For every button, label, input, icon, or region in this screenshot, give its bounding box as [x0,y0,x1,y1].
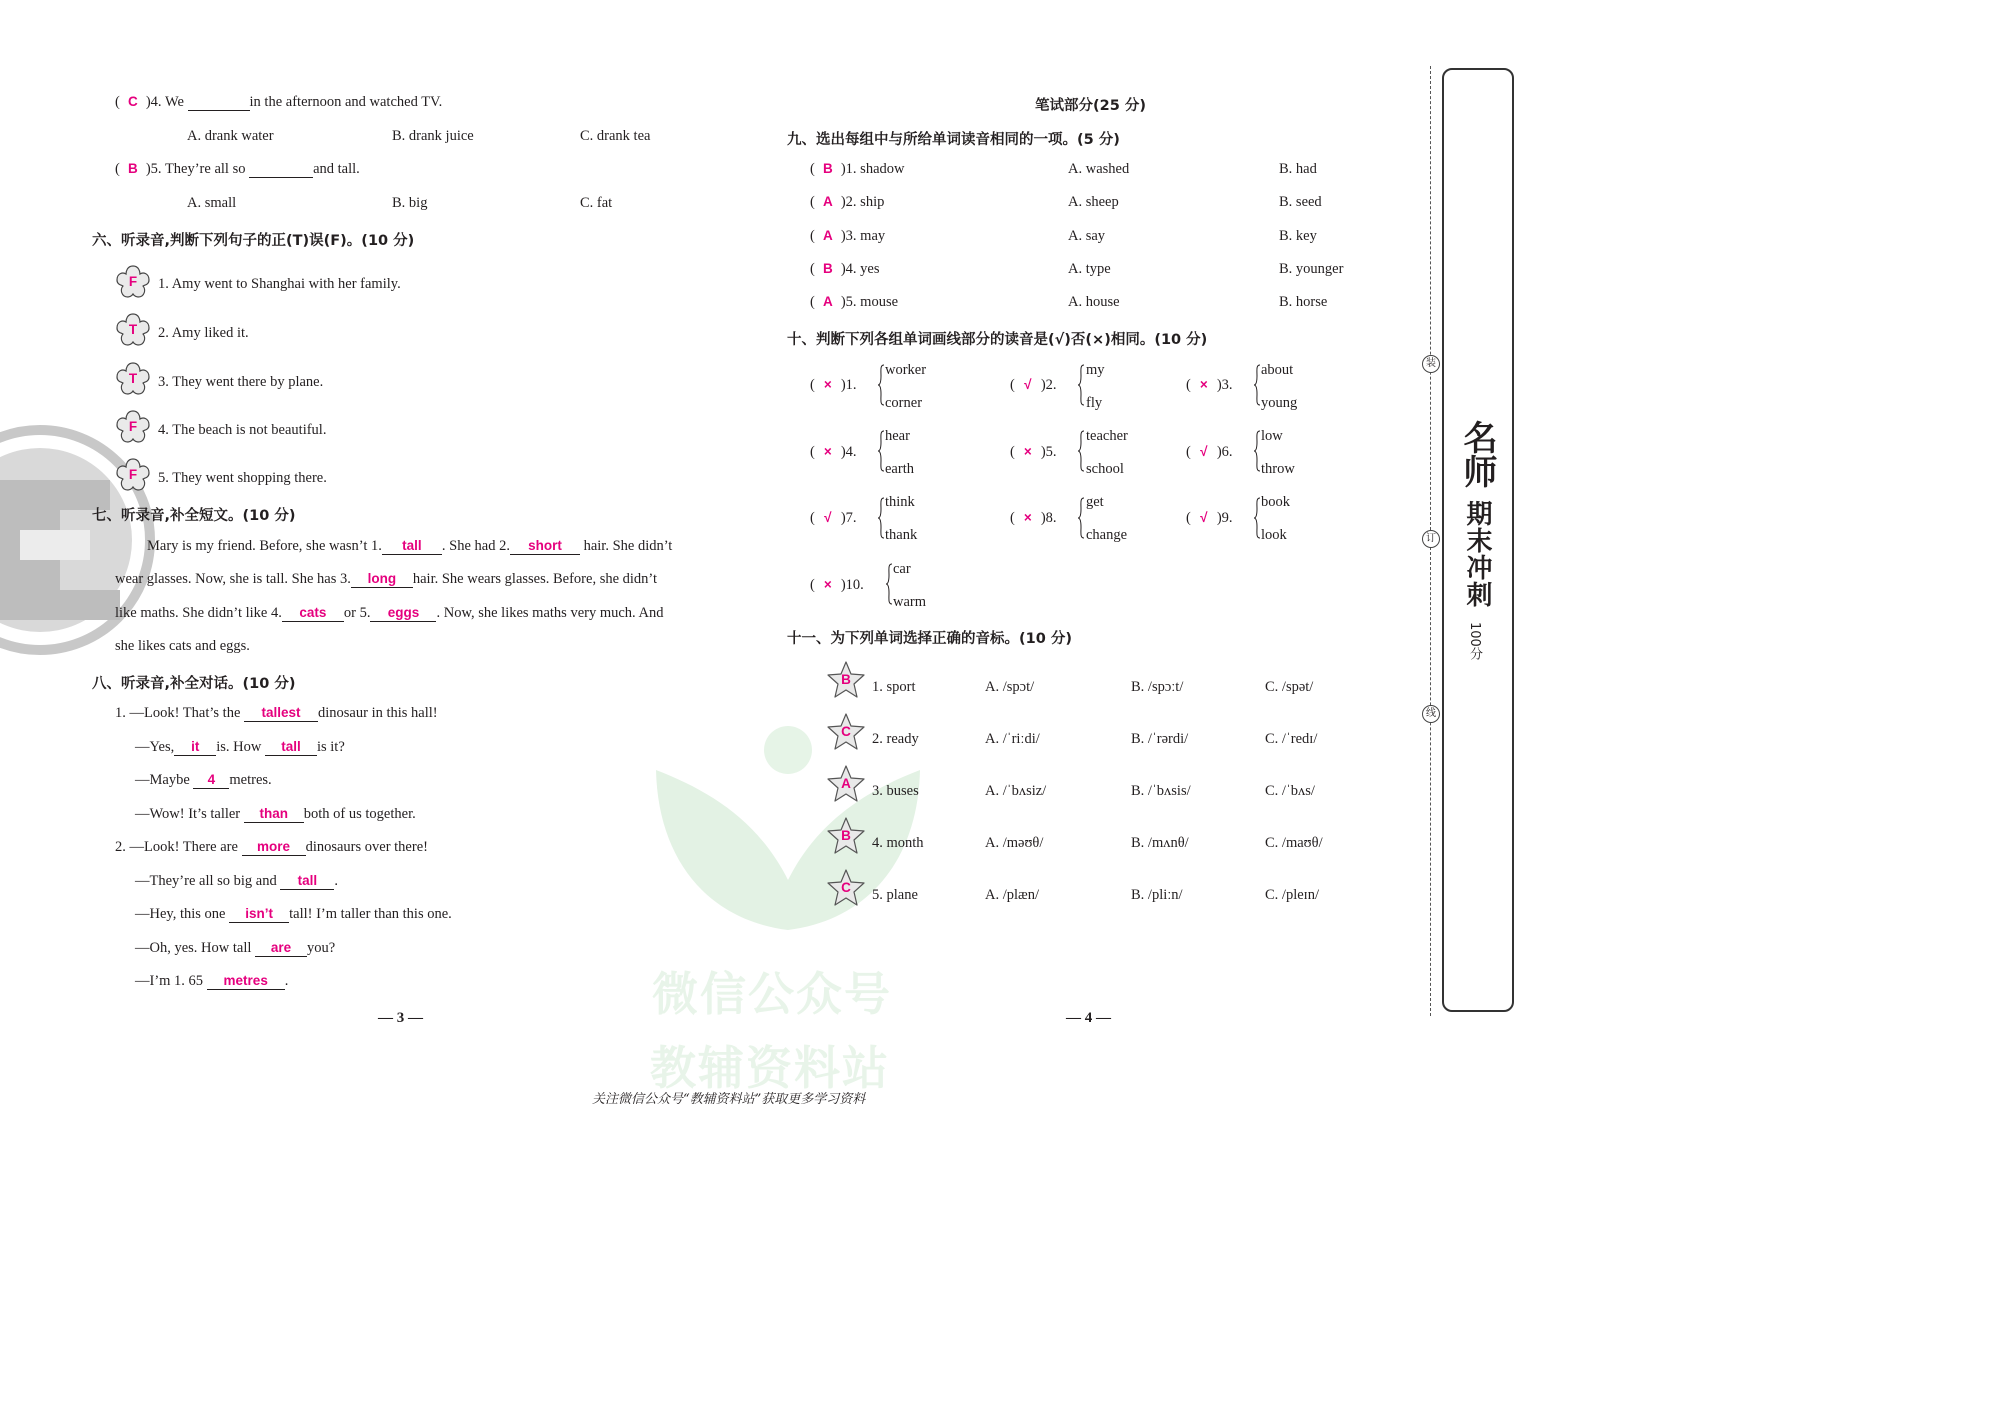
panel-arrow-icon [1470,670,1471,672]
s10-item-8-word-1: get [1086,494,1104,510]
s10-item-2-word-2: fly [1086,395,1103,411]
s9-item-1-option-a: A. washed [1068,161,1130,177]
s9-item-4-option-b: B. younger [1279,261,1344,277]
page-number-left: — 3 — [378,1010,423,1026]
section7-line-4: she likes cats and eggs. [115,638,250,654]
s11-item-3-option-c: C. /ˈbʌs/ [1265,783,1315,799]
s9-item-2: ( A )2. ship [810,194,885,210]
section6-item-5: 5. They went shopping there. [158,470,327,486]
s11-item-2-option-c: C. /ˈredɪ/ [1265,731,1318,747]
answer-star: A [826,764,866,804]
answer-star: B [826,816,866,856]
answer-flower: F [114,456,152,494]
dialogue1-line-1: 1. —Look! That’s the tallest dinosaur in this hall! [115,705,438,721]
dialogue1-line-3: —Maybe 4 metres. [135,772,272,788]
s9-item-5-option-a: A. house [1068,294,1120,310]
section7-line-1: Mary is my friend. Before, she wasn’t 1. tall . She had 2. short hair. She didn’t [147,538,673,554]
s10-item-8-word-2: change [1086,527,1128,543]
brace-icon [877,430,885,472]
section6-item-3: 3. They went there by plane. [158,374,324,390]
s10-item-4-word-1: hear [885,428,910,444]
s11-item-5-option-c: C. /pleɪn/ [1265,887,1319,903]
s10-item-1-word-2: corner [885,395,923,411]
series-title: 期末冲刺 [1462,500,1492,608]
s10-item-9-word-2: look [1261,527,1287,543]
dialogue2-line-3: —Hey, this one isn’t tall! I’m taller than this one. [135,906,452,922]
s11-item-1-option-b: B. /spɔːt/ [1131,679,1184,695]
footer-note: 关注微信公众号“教辅资料站”获取更多学习资料 [592,1092,866,1107]
q5-row: ( B )5. They’re all so and tall. [115,161,360,177]
brace-icon [885,563,893,605]
s11-item-4-option-c: C. /maʊθ/ [1265,835,1323,851]
section6-item-4: 4. The beach is not beautiful. [158,422,327,438]
section7-title: 七、听录音,补全短文。(10 分) [92,508,296,524]
s11-item-4-word: 4. month [872,835,924,851]
section7-line-3: like maths. She didn’t like 4. cats or 5. eggs . Now, she likes maths very much. And [115,605,664,621]
answer-flower: T [114,360,152,398]
s11-item-2-word: 2. ready [872,731,919,747]
s10-item-3-word-2: young [1261,395,1298,411]
s11-item-5-word: 5. plane [872,887,918,903]
s11-item-1-option-a: A. /spɔt/ [985,679,1035,695]
brace-icon [1077,497,1085,539]
dialogue2-line-5: —I’m 1. 65 metres . [135,973,289,989]
section6-title: 六、听录音,判断下列句子的正(T)误(F)。(10 分) [92,233,415,249]
s11-item-2-option-b: B. /ˈrərdi/ [1131,731,1189,747]
s10-item-5-word-1: teacher [1086,428,1128,444]
section9-title: 九、选出每组中与所给单词读音相同的一项。(5 分) [787,132,1120,148]
s10-item-4-word-2: earth [885,461,914,477]
s10-item-6-word-1: low [1261,428,1283,444]
q5-option-b: B. big [392,195,428,211]
q5-blank [249,162,313,178]
s11-item-5-option-a: A. /plæn/ [985,887,1039,903]
section10-title: 十、判断下列各组单词画线部分的读音是(√)否(×)相同。(10 分) [787,332,1208,348]
brace-icon [1077,364,1085,406]
s10-item-4: ( × )4. [810,444,857,460]
q4-option-b: B. drank juice [392,128,474,144]
answer-star: C [826,712,866,752]
leaf-logo-watermark [648,720,928,940]
s9-item-1-option-b: B. had [1279,161,1317,177]
q5-answer: B [127,161,138,176]
brace-icon [1077,430,1085,472]
section6-item-1: 1. Amy went to Shanghai with her family. [158,276,401,292]
s9-item-4-option-a: A. type [1068,261,1111,277]
s11-item-4-option-b: B. /mʌnθ/ [1131,835,1189,851]
s10-item-1: ( × )1. [810,377,857,393]
s10-item-6-word-2: throw [1261,461,1295,477]
s9-item-3-option-a: A. say [1068,228,1106,244]
dialogue1-line-2: —Yes, it is. How tall is it? [135,739,345,755]
binding-mark-2: 订 [1422,530,1440,548]
q4-row: ( C )4. We in the afternoon and watched TV. [115,94,443,110]
s11-item-5-option-b: B. /pliːn/ [1131,887,1183,903]
s11-item-3-word: 3. buses [872,783,919,799]
section11-title: 十一、为下列单词选择正确的音标。(10 分) [787,631,1072,647]
answer-flower: F [114,263,152,301]
s10-item-5: ( × )5. [1010,444,1057,460]
s9-item-4: ( B )4. yes [810,261,880,277]
s10-item-2-word-1: my [1086,362,1105,378]
s10-item-3-word-1: about [1261,362,1294,378]
s9-item-5: ( A )5. mouse [810,294,899,310]
answer-flower: T [114,311,152,349]
brace-icon [877,364,885,406]
section7-line-2: wear glasses. Now, she is tall. She has 3. long hair. She wears glasses. Before, she didn’t [115,571,658,587]
s10-item-7-word-1: think [885,494,915,510]
series-suffix: 100分 [1467,622,1482,660]
s11-item-4-option-a: A. /məʊθ/ [985,835,1044,851]
q4-option-c: C. drank tea [580,128,651,144]
q4-answer: C [127,94,138,109]
s10-item-9: ( √ )9. [1186,510,1233,526]
watermark-line-2: 教辅资料站 [650,1041,890,1095]
brand-name: 名师 [1457,420,1497,488]
s10-item-5-word-2: school [1086,461,1124,477]
s9-item-2-option-b: B. seed [1279,194,1322,210]
answer-star: C [826,868,866,908]
section8-title: 八、听录音,补全对话。(10 分) [92,676,296,692]
dialogue2-line-4: —Oh, yes. How tall are you? [135,940,336,956]
s9-item-2-option-a: A. sheep [1068,194,1119,210]
s10-item-7-word-2: thank [885,527,918,543]
s11-item-1-word: 1. sport [872,679,916,695]
s11-item-3-option-b: B. /ˈbʌsis/ [1131,783,1191,799]
s9-item-5-option-b: B. horse [1279,294,1328,310]
s10-item-8: ( × )8. [1010,510,1057,526]
binding-mark-1: 装 [1422,355,1440,373]
q5-option-c: C. fat [580,195,613,211]
s10-item-9-word-1: book [1261,494,1290,510]
brace-icon [877,497,885,539]
answer-flower: F [114,408,152,446]
dialogue2-line-2: —They’re all so big and tall . [135,873,338,889]
s9-item-3-option-b: B. key [1279,228,1317,244]
brace-icon [1253,497,1261,539]
section6-item-2: 2. Amy liked it. [158,325,249,341]
s10-item-10-word-2: warm [893,594,927,610]
s10-item-6: ( √ )6. [1186,444,1233,460]
brace-icon [1253,364,1261,406]
s10-item-10-word-1: car [893,561,911,577]
q4-option-a: A. drank water [187,128,274,144]
dialogue1-line-4: —Wow! It’s taller than both of us together. [135,806,416,822]
s11-item-3-option-a: A. /ˈbʌsiz/ [985,783,1047,799]
brace-icon [1253,430,1261,472]
answer-star: B [826,660,866,700]
binding-mark-3: 线 [1422,705,1440,723]
q4-blank [188,95,250,111]
s10-item-2: ( √ )2. [1010,377,1057,393]
written-part-header: 笔试部分(25 分) [1035,98,1146,114]
s11-item-2-option-a: A. /ˈriːdi/ [985,731,1040,747]
s11-item-1-option-c: C. /spət/ [1265,679,1314,695]
s10-item-1-word-1: worker [885,362,927,378]
s9-item-1: ( B )1. shadow [810,161,905,177]
s10-item-7: ( √ )7. [810,510,857,526]
watermark-line-1: 微信公众号 [652,967,892,1021]
page-number-right: — 4 — [1066,1010,1111,1026]
dialogue2-line-1: 2. —Look! There are more dinosaurs over there! [115,839,428,855]
q5-option-a: A. small [187,195,237,211]
s9-item-3: ( A )3. may [810,228,886,244]
s10-item-10: ( × )10. [810,577,864,593]
s10-item-3: ( × )3. [1186,377,1233,393]
